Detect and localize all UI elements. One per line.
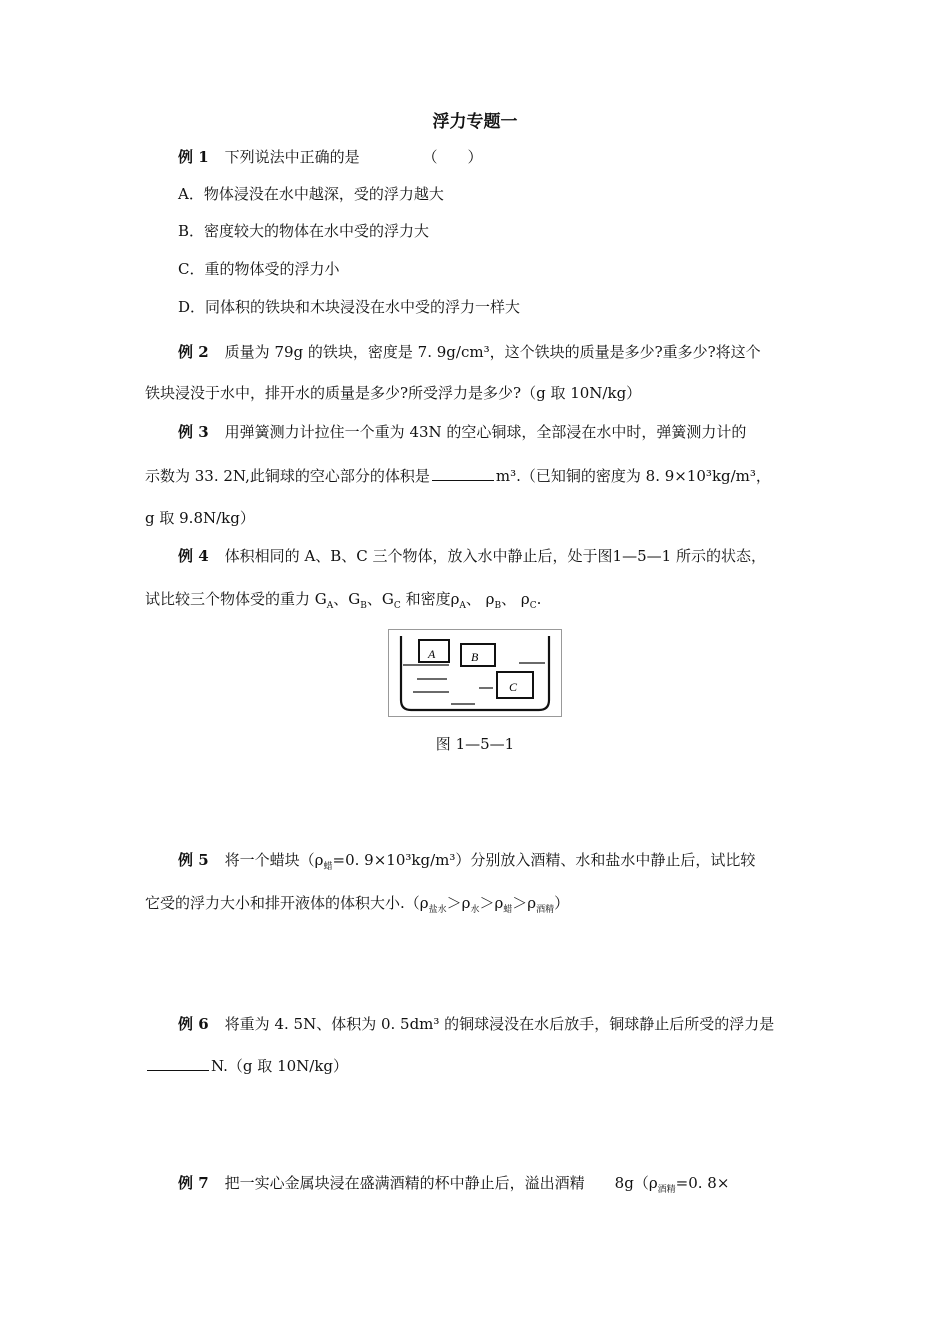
example-5-text-2: 它受的浮力大小和排开液体的体积大小.（ρ <box>145 894 429 912</box>
example-5-label: 例 5 <box>178 851 209 869</box>
density-text: 和密度ρ <box>405 590 460 608</box>
sub-c: C <box>393 601 401 611</box>
example-4-line2: 试比较三个物体受的重力 $G_A$、$G_B$、$G_C$ 和密度$\rho_A$、 $\rho_B$、 $\rho_C$. <box>145 590 542 611</box>
example-3-line1 <box>178 422 746 442</box>
example-6-text: 将重为 4. 5N、体积为 0. 5dm³ 的铜球浸没在水后放手，铜球静止后所受的浮力是 <box>224 1015 775 1033</box>
option-b: B．密度较大的物体在水中受的浮力大 <box>178 222 430 240</box>
beaker-diagram <box>389 630 561 716</box>
example-3-line3: g 取 9.8N/kg） <box>145 509 255 527</box>
example-3-text-b: m³.（已知铜的密度为 8. 9×10³kg/m³， <box>495 467 771 485</box>
label-c: C <box>509 680 518 694</box>
page-title: 浮力专题一 <box>432 112 518 132</box>
example-3-line2 <box>145 466 771 486</box>
answer-blank-2 <box>147 1056 209 1071</box>
example-3-text-a: 示数为 33. 2N,此铜球的空心部分的体积是 <box>145 467 430 485</box>
example-3-text: 用弹簧测力计拉住一个重为 43N 的空心铜球，全部浸在水中时，弹簧测力计的 <box>224 423 747 441</box>
label-a: A <box>428 647 436 661</box>
example-5-line2: 它受的浮力大小和排开液体的体积大小$.(\rho_{盐水}>\rho_水>\rho_蜡>\rho_{酒精})$ <box>145 894 570 915</box>
sub-saltwater: 盐水 <box>428 905 447 915</box>
option-d: D．同体积的铁块和木块浸没在水中受的浮力一样大 <box>178 298 521 316</box>
example-1-question <box>178 147 482 167</box>
example-2-text: 质量为 79g 的铁块，密度是 7. 9g/cm³，这个铁块的质量是多少?重多少?将这个 <box>224 343 761 361</box>
example-6-label: 例 6 <box>178 1015 209 1033</box>
option-c: C．重的物体受的浮力小 <box>178 260 340 278</box>
example-4-line1 <box>178 546 766 566</box>
example-3-label: 例 3 <box>178 423 209 441</box>
sub-alcohol: 酒精 <box>536 905 555 915</box>
figure-1-5-1 <box>388 629 562 717</box>
example-7-text: 把一实心金属块浸在盛满酒精的杯中静止后，溢出酒精 8g（ρ <box>224 1174 658 1192</box>
answer-paren: （ ） <box>422 148 483 166</box>
sub-a: A <box>326 601 334 611</box>
answer-blank <box>432 466 494 481</box>
sub-b: B <box>360 601 367 611</box>
example-1-text: 下列说法中正确的是 <box>224 148 360 166</box>
example-6-line2 <box>145 1056 348 1076</box>
example-4-text-2: 试比较三个物体受的重力 G <box>145 590 327 608</box>
label-b: B <box>471 650 479 664</box>
sub-wax-2: 蜡 <box>503 905 513 915</box>
example-2-line1 <box>178 342 761 362</box>
example-5-text-a: 将一个蜡块（ρ <box>224 851 324 869</box>
figure-caption: 图 1—5—1 <box>435 735 515 753</box>
example-7-label: 例 7 <box>178 1174 209 1192</box>
example-2-line2: 铁块浸没于水中，排开水的质量是多少?所受浮力是多少?（g 取 10N/kg） <box>145 384 642 402</box>
sub-water: 水 <box>470 905 480 915</box>
example-1-label: 例 1 <box>178 148 209 166</box>
example-2-label: 例 2 <box>178 343 209 361</box>
example-4-label: 例 4 <box>178 547 209 565</box>
example-5-text-b: =0. 9×10³kg/m³）分别放入酒精、水和盐水中静止后，试比较 <box>332 851 756 869</box>
example-7-line1 <box>178 1173 729 1200</box>
example-6-text-2: N.（g 取 10N/kg） <box>211 1057 349 1075</box>
example-5-line1 <box>178 850 755 877</box>
option-a: A．物体浸没在水中越深，受的浮力越大 <box>178 185 444 203</box>
sub-alcohol-2: 酒精 <box>657 1185 676 1195</box>
sub-wax: 蜡 <box>323 862 333 872</box>
example-7-tail: =0. 8× <box>675 1174 730 1192</box>
example-4-text: 体积相同的 A、B、C 三个物体，放入水中静止后，处于图1—5—1 所示的状态， <box>224 547 766 565</box>
example-6-line1 <box>178 1014 774 1034</box>
